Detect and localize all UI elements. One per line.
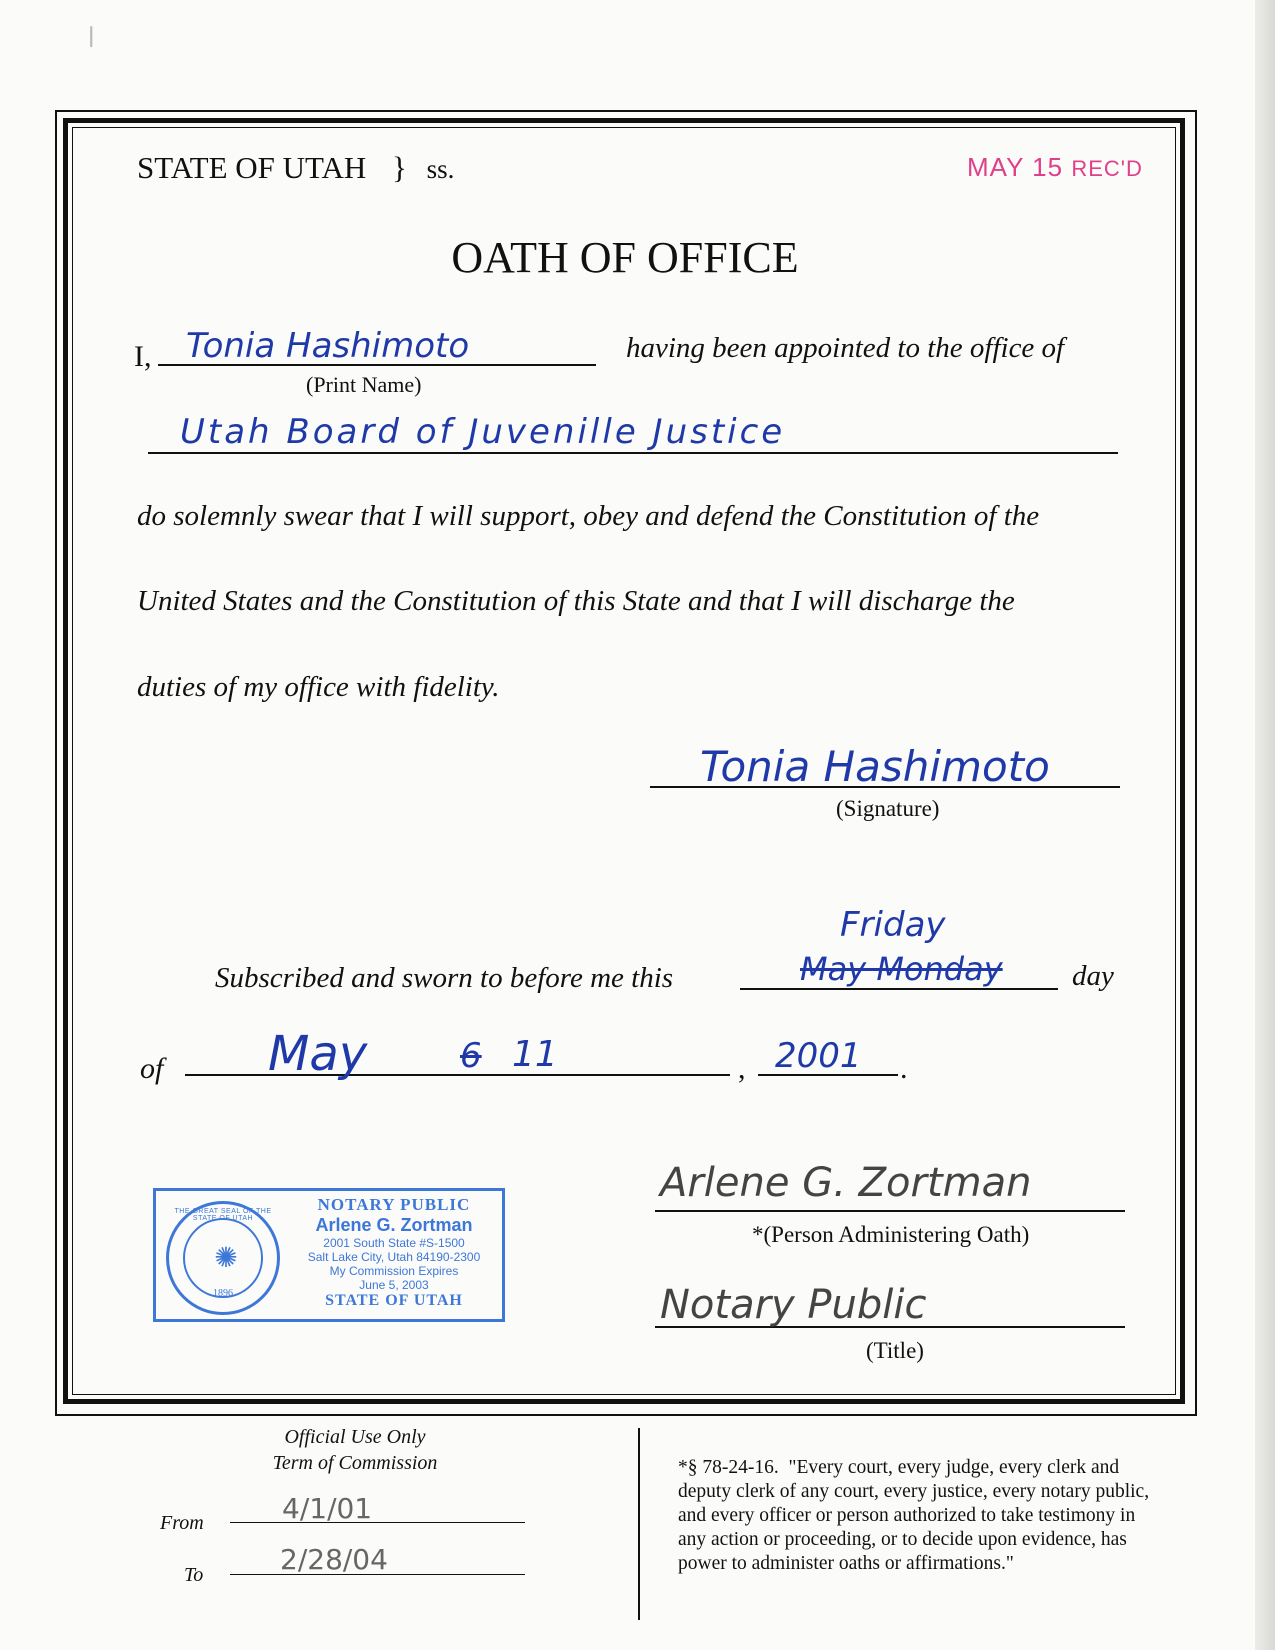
sworn-text: Subscribed and sworn to before me this <box>215 962 674 994</box>
notary-line2: Arlene G. Zortman <box>315 1215 473 1235</box>
footnote-line1: *§ 78-24-16. "Every court, every judge, every clerk and <box>678 1457 1120 1478</box>
brace: } <box>392 150 407 185</box>
from-line <box>230 1522 525 1523</box>
day-struck-value: May Monday <box>800 950 1003 988</box>
to-label: To <box>184 1564 204 1586</box>
footer-divider <box>638 1428 640 1620</box>
state-heading <box>137 150 454 186</box>
received-suffix: REC'D <box>1071 156 1143 181</box>
office-line <box>148 452 1118 454</box>
notary-stamp <box>153 1188 505 1322</box>
notary-text-block <box>284 1195 504 1310</box>
state-seal <box>166 1201 280 1315</box>
i-prefix: I, <box>134 340 152 373</box>
notary-line6: June 5, 2003 <box>359 1278 429 1292</box>
received-date: MAY 15 <box>967 152 1064 182</box>
month-value: May <box>268 1026 368 1082</box>
signature-value: Tonia Hashimoto <box>700 742 1050 791</box>
notary-line4: Salt Lake City, Utah 84190-2300 <box>307 1250 481 1264</box>
footnote-line3: and every officer or person authorized to take testimony in <box>678 1505 1136 1526</box>
date-comma: , <box>738 1052 746 1085</box>
notary-line7: STATE OF UTAH <box>325 1292 463 1309</box>
year-value: 2001 <box>775 1036 862 1076</box>
oath-body-line1: do solemnly swear that I will support, obey and defend the Constitution of the <box>137 500 1040 532</box>
appointed-text: having been appointed to the office of <box>626 332 1065 364</box>
stray-mark: ꟾ <box>88 28 95 53</box>
date-value: 11 <box>512 1034 558 1075</box>
statute-footnote <box>678 1456 1149 1576</box>
state-label: STATE OF UTAH <box>137 150 367 185</box>
print-name-value: Tonia Hashimoto <box>186 326 470 366</box>
oath-body-line2: United States and the Constitution of this State and that I will discharge the <box>137 585 1015 617</box>
administering-caption: *(Person Administering Oath) <box>752 1222 1030 1247</box>
administering-signature-value: Arlene G. Zortman <box>660 1160 1032 1206</box>
title-value: Notary Public <box>660 1282 927 1328</box>
page-title: OATH OF OFFICE <box>451 233 799 282</box>
beehive-emblem-icon: ✺ <box>214 1243 238 1274</box>
seal-ring-text: THE GREAT SEAL OF THE STATE OF UTAH <box>174 1208 272 1222</box>
footnote-line5: power to administer oaths or affirmations." <box>678 1553 1014 1574</box>
title-caption: (Title) <box>866 1338 924 1363</box>
seal-year: 1896 <box>213 1288 233 1299</box>
oath-body-line3: duties of my office with fidelity. <box>137 671 500 703</box>
day-label: day <box>1072 960 1114 992</box>
of-label: of <box>140 1052 164 1085</box>
from-label: From <box>160 1512 204 1534</box>
term-heading: Term of Commission <box>272 1452 438 1474</box>
official-use-heading: Official Use Only <box>284 1426 426 1448</box>
footnote-line2: deputy clerk of any court, every justice, every notary public, <box>678 1481 1150 1502</box>
seal-inner-ring <box>183 1218 263 1298</box>
received-stamp <box>967 152 1143 183</box>
notary-line3: 2001 South State #S-1500 <box>323 1236 465 1250</box>
ss-label: ss. <box>426 154 455 184</box>
year-period: . <box>900 1052 908 1085</box>
day-line <box>740 988 1058 990</box>
to-value: 2/28/04 <box>280 1543 388 1576</box>
signature-caption: (Signature) <box>836 796 940 821</box>
scan-edge <box>1255 0 1275 1650</box>
notary-line1: NOTARY PUBLIC <box>317 1195 471 1214</box>
print-name-caption: (Print Name) <box>306 372 422 397</box>
month-date-line <box>185 1074 730 1076</box>
office-value: Utah Board of Juvenille Justice <box>180 412 786 452</box>
day-value: Friday <box>840 905 946 945</box>
date-struck-value: 6 <box>460 1036 482 1076</box>
from-value: 4/1/01 <box>282 1492 373 1525</box>
administering-signature-line <box>655 1210 1125 1212</box>
footnote-line4: any action or proceeding, or to decide upon evidence, has <box>678 1529 1127 1550</box>
notary-line5: My Commission Expires <box>329 1264 459 1278</box>
